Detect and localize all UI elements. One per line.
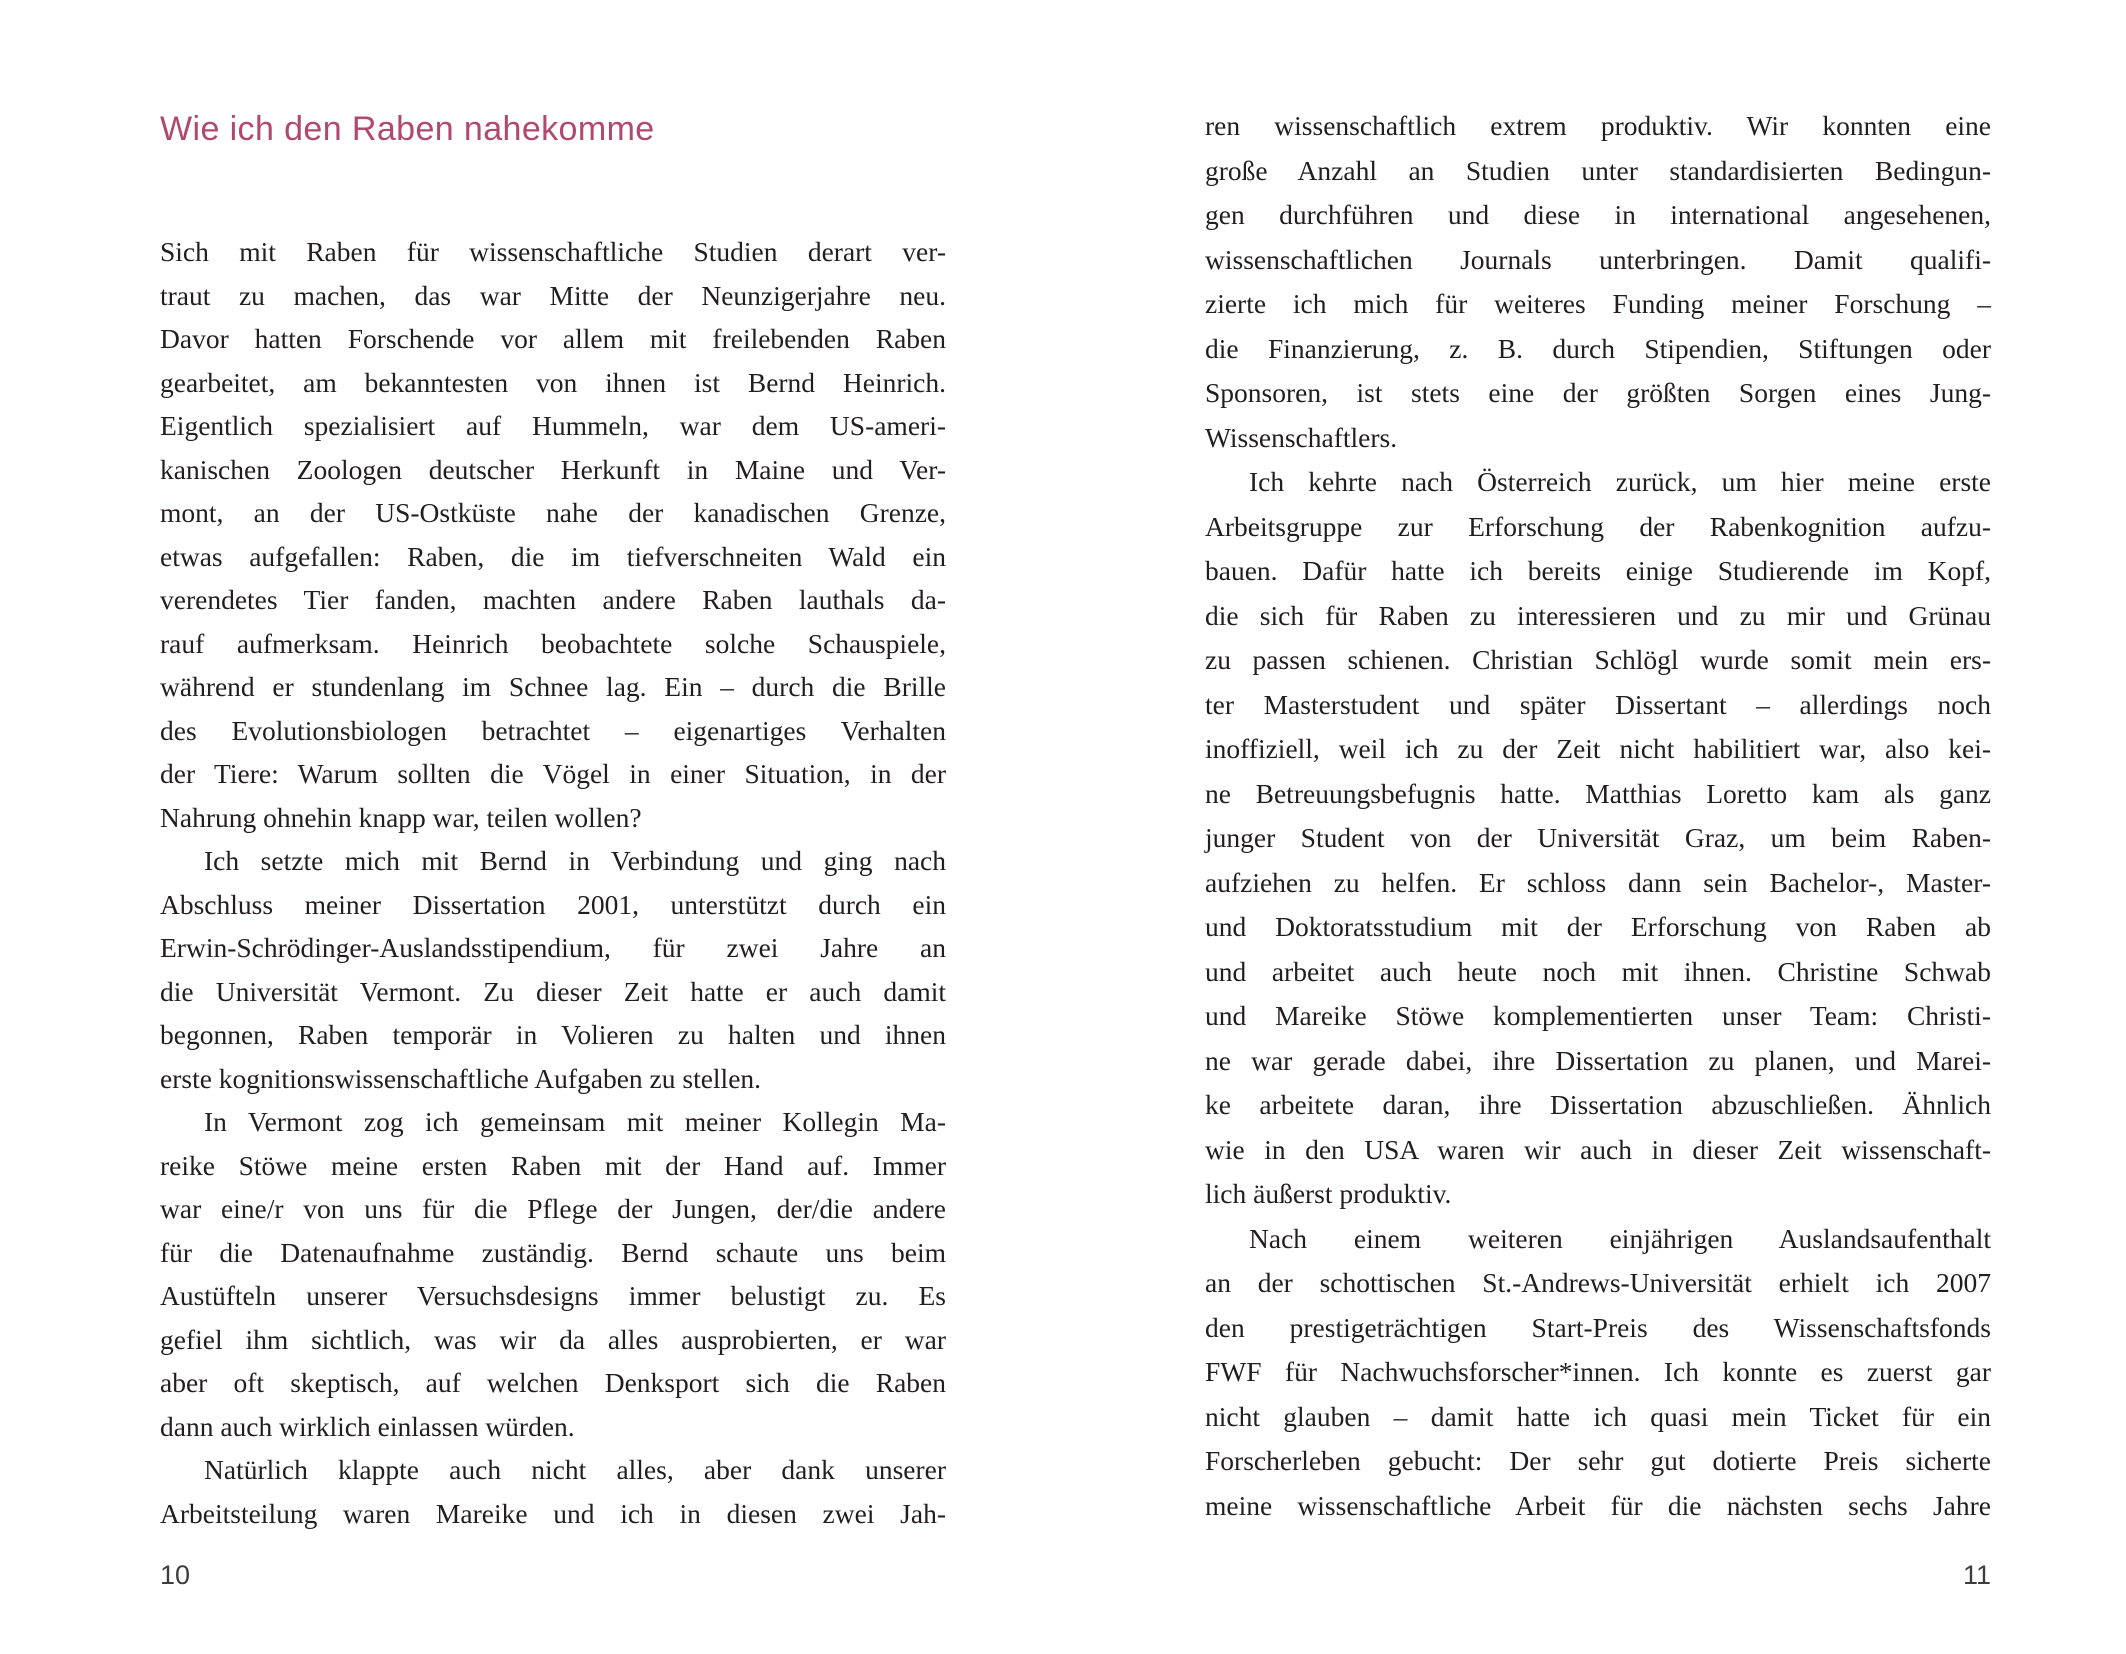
- right-page-text-column: [1205, 104, 1991, 1528]
- text-line: zierte ich mich für weiteres Funding meiner Forschung –: [1205, 288, 1991, 319]
- text-line: etwas aufgefallen: Raben, die im tiefverschneiten Wald ein: [160, 540, 946, 572]
- text-line: Erwin-Schrödinger-Auslandsstipendium, für zwei Jahre an: [160, 932, 946, 963]
- text-line: wissenschaftlichen Journals unterbringen. Damit qualifi-: [1205, 243, 1991, 275]
- text-line: mont, an der US-Ostküste nahe der kanadischen Grenze,: [160, 497, 946, 528]
- text-line: der Tiere: Warum sollten die Vögel in einer Situation, in der: [160, 758, 946, 789]
- text-line: Ich kehrte nach Österreich zurück, um hier meine erste: [1249, 466, 1991, 497]
- text-line: die Universität Vermont. Zu dieser Zeit hatte er auch damit: [160, 975, 946, 1007]
- text-line: Ich setzte mich mit Bernd in Verbindung und ging nach: [204, 845, 946, 876]
- text-line: Abschluss meiner Dissertation 2001, unterstützt durch ein: [160, 888, 946, 920]
- left-page-text-column: [160, 230, 946, 1535]
- text-line: die sich für Raben zu interessieren und zu mir und Grünau: [1205, 599, 1991, 631]
- text-line: Forscherleben gebucht: Der sehr gut dotierte Preis sicherte: [1205, 1445, 1991, 1476]
- text-line: große Anzahl an Studien unter standardisierten Bedingun-: [1205, 154, 1991, 186]
- text-line: gefiel ihm sichtlich, was wir da alles ausprobierten, er war: [160, 1323, 946, 1355]
- page-number-right: 11: [1962, 1560, 1991, 1590]
- text-line: Wissenschaftlers.: [1205, 421, 1398, 453]
- text-line: dann auch wirklich einlassen würden.: [160, 1410, 575, 1442]
- text-line: wie in den USA waren wir auch in dieser Zeit wissenschaft-: [1205, 1133, 1991, 1165]
- text-line: inoffiziell, weil ich zu der Zeit nicht habilitiert war, also kei-: [1205, 733, 1991, 764]
- text-line: rauf aufmerksam. Heinrich beobachtete solche Schauspiele,: [160, 627, 946, 659]
- text-line: Natürlich klappte auch nicht alles, aber dank unserer: [204, 1454, 946, 1485]
- text-line: junger Student von der Universität Graz, um beim Raben-: [1205, 822, 1991, 853]
- text-line: Arbeitsteilung waren Mareike und ich in diesen zwei Jah-: [160, 1497, 946, 1529]
- text-line: aufziehen zu helfen. Er schloss dann sein Bachelor-, Master-: [1205, 866, 1991, 898]
- text-line: Sich mit Raben für wissenschaftliche Studien derart ver-: [160, 236, 946, 267]
- text-line: aber oft skeptisch, auf welchen Denksport sich die Raben: [160, 1367, 946, 1398]
- text-line: reike Stöwe meine ersten Raben mit der Hand auf. Immer: [160, 1149, 946, 1181]
- text-line: zu passen schienen. Christian Schlögl wurde somit mein ers-: [1205, 644, 1991, 675]
- text-line: des Evolutionsbiologen betrachtet – eigenartiges Verhalten: [160, 714, 946, 746]
- text-line: erste kognitionswissenschaftliche Aufgaben zu stellen.: [160, 1062, 762, 1094]
- text-line: begonnen, Raben temporär in Volieren zu halten und ihnen: [160, 1019, 946, 1050]
- text-line: Nach einem weiteren einjährigen Auslandsaufenthalt: [1249, 1222, 1991, 1254]
- text-line: Davor hatten Forschende vor allem mit freilebenden Raben: [160, 323, 946, 354]
- text-line: FWF für Nachwuchsforscher*innen. Ich konnte es zuerst gar: [1205, 1356, 1991, 1387]
- text-line: ren wissenschaftlich extrem produktiv. Wir konnten eine: [1205, 110, 1991, 141]
- text-line: ne war gerade dabei, ihre Dissertation zu planen, und Marei-: [1205, 1044, 1991, 1076]
- text-line: kanischen Zoologen deutscher Herkunft in Maine und Ver-: [160, 453, 946, 485]
- text-line: nicht glauben – damit hatte ich quasi mein Ticket für ein: [1205, 1400, 1991, 1432]
- text-line: war eine/r von uns für die Pflege der Jungen, der/die andere: [160, 1193, 946, 1224]
- text-line: für die Datenaufnahme zuständig. Bernd schaute uns beim: [160, 1236, 946, 1268]
- text-line: meine wissenschaftliche Arbeit für die nächsten sechs Jahre: [1205, 1489, 1991, 1521]
- text-line: den prestigeträchtigen Start-Preis des Wissenschaftsfonds: [1205, 1311, 1991, 1343]
- text-line: In Vermont zog ich gemeinsam mit meiner Kollegin Ma-: [204, 1106, 946, 1137]
- text-line: und Mareike Stöwe komplementierten unser Team: Christi-: [1205, 1000, 1991, 1031]
- page-number-left: 10: [160, 1560, 191, 1590]
- text-line: und Doktoratsstudium mit der Erforschung von Raben ab: [1205, 911, 1991, 942]
- text-line: Sponsoren, ist stets eine der größten Sorgen eines Jung-: [1205, 377, 1991, 408]
- text-line: gen durchführen und diese in international angesehenen,: [1205, 199, 1991, 230]
- text-line: ke arbeitete daran, ihre Dissertation abzuschließen. Ähnlich: [1205, 1089, 1991, 1120]
- text-line: ter Masterstudent und später Dissertant – allerdings noch: [1205, 688, 1991, 720]
- text-line: bauen. Dafür hatte ich bereits einige Studierende im Kopf,: [1205, 555, 1991, 586]
- text-line: Arbeitsgruppe zur Erforschung der Rabenkognition aufzu-: [1205, 510, 1991, 542]
- text-line: und arbeitet auch heute noch mit ihnen. Christine Schwab: [1205, 955, 1991, 987]
- text-line: Eigentlich spezialisiert auf Hummeln, war dem US-ameri-: [160, 410, 946, 441]
- text-line: während er stundenlang im Schnee lag. Ein – durch die Brille: [160, 671, 946, 702]
- text-line: Austüfteln unserer Versuchsdesigns immer belustigt zu. Es: [160, 1280, 946, 1311]
- text-line: traut zu machen, das war Mitte der Neunzigerjahre neu.: [160, 279, 946, 311]
- chapter-heading: Wie ich den Raben nahekomme: [160, 110, 655, 148]
- text-line: an der schottischen St.-Andrews-Universität erhielt ich 2007: [1205, 1267, 1991, 1298]
- text-line: ne Betreuungsbefugnis hatte. Matthias Loretto kam als ganz: [1205, 777, 1991, 809]
- text-line: gearbeitet, am bekanntesten von ihnen ist Bernd Heinrich.: [160, 366, 946, 398]
- text-line: verendetes Tier fanden, machten andere Raben lauthals da-: [160, 584, 946, 615]
- text-line: die Finanzierung, z. B. durch Stipendien, Stiftungen oder: [1205, 332, 1991, 364]
- text-line: Nahrung ohnehin knapp war, teilen wollen?: [160, 801, 642, 833]
- text-line: lich äußerst produktiv.: [1205, 1178, 1452, 1209]
